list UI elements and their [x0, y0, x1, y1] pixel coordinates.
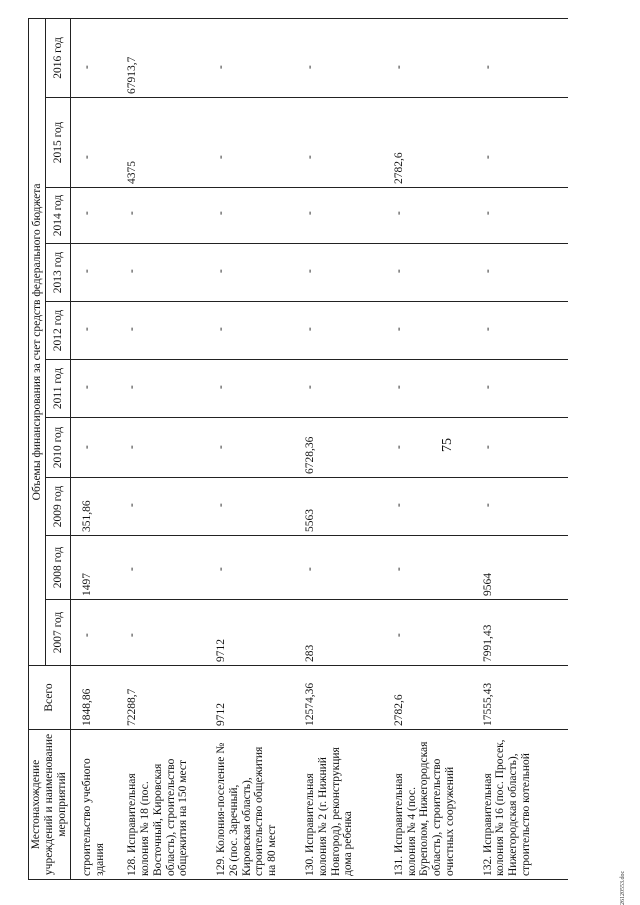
row-value: 4375: [123, 98, 212, 188]
row-value: -: [212, 98, 301, 188]
row-value: 283: [301, 600, 390, 666]
table-body: [70, 18, 567, 879]
row-value: -: [390, 18, 479, 97]
row-total: 9712: [212, 666, 301, 730]
header-year: 2011 год: [46, 360, 71, 418]
row-value: -: [123, 600, 212, 666]
document-code: 26120553.doc: [620, 870, 626, 905]
row-name: строительство учебного здания: [70, 730, 123, 880]
row-value: -: [212, 188, 301, 244]
row-value: -: [301, 188, 390, 244]
row-value: -: [301, 18, 390, 97]
row-value: -: [123, 360, 212, 418]
row-value: -: [301, 360, 390, 418]
row-value: 5563: [301, 478, 390, 536]
table-row: [123, 18, 212, 879]
row-value: -: [390, 302, 479, 360]
row-value: -: [70, 600, 123, 666]
table-row: [479, 18, 568, 879]
row-value: -: [390, 418, 479, 478]
table-row: [390, 18, 479, 879]
row-value: -: [212, 302, 301, 360]
header-year: 2008 год: [46, 536, 71, 600]
row-value: 6728,36: [301, 418, 390, 478]
row-value: -: [70, 98, 123, 188]
row-value: -: [390, 188, 479, 244]
header-year: 2013 год: [46, 244, 71, 302]
row-name: 132. Исправительная колония № 16 (пос. Просек, Нижегородская область), строительство котельной: [479, 730, 568, 880]
row-value: -: [479, 478, 568, 536]
row-value: -: [390, 244, 479, 302]
row-total: 17555,43: [479, 666, 568, 730]
row-value: -: [123, 478, 212, 536]
row-value: -: [123, 188, 212, 244]
row-value: -: [123, 244, 212, 302]
table-row: [212, 18, 301, 879]
header-total: Всего: [29, 666, 71, 730]
row-value: -: [479, 360, 568, 418]
row-value: 2782,6: [390, 98, 479, 188]
row-value: -: [70, 418, 123, 478]
row-value: -: [70, 244, 123, 302]
row-value: 67913,7: [123, 18, 212, 97]
row-value: 351,86: [70, 478, 123, 536]
header-year: 2010 год: [46, 418, 71, 478]
page-number: 75: [440, 438, 455, 452]
row-value: -: [212, 18, 301, 97]
row-value: -: [123, 302, 212, 360]
row-value: -: [212, 478, 301, 536]
header-year: 2009 год: [46, 478, 71, 536]
header-year: 2015 год: [46, 98, 71, 188]
row-value: -: [390, 536, 479, 600]
row-value: -: [212, 360, 301, 418]
row-value: -: [70, 302, 123, 360]
row-value: 9564: [479, 536, 568, 600]
row-value: -: [479, 418, 568, 478]
row-value: -: [212, 244, 301, 302]
row-value: -: [479, 302, 568, 360]
row-value: -: [212, 418, 301, 478]
header-name: Местонахождение учреждений и наименование мероприятий: [29, 730, 71, 880]
row-name: 131. Исправительная колония № 4 (пос. Буреполом, Нижегородская область), строительство очистных сооружений: [390, 730, 479, 880]
row-value: -: [123, 418, 212, 478]
row-total: 12574,36: [301, 666, 390, 730]
table-row: [70, 18, 123, 879]
row-value: -: [70, 188, 123, 244]
row-value: 1497: [70, 536, 123, 600]
header-year: 2016 год: [46, 18, 71, 97]
row-value: -: [479, 188, 568, 244]
table-row: [301, 18, 390, 879]
row-name: 129. Колония-поселение № 26 (пос. Заречный, Кировская область), строительство общежития на 80 мест: [212, 730, 301, 880]
row-value: -: [390, 478, 479, 536]
header-group: Объемы финансирования за счет средств федерального бюджета: [29, 18, 46, 665]
row-value: -: [479, 244, 568, 302]
row-total: 72288,7: [123, 666, 212, 730]
header-year: 2007 год: [46, 600, 71, 666]
row-value: -: [301, 98, 390, 188]
row-value: -: [212, 536, 301, 600]
row-value: -: [301, 536, 390, 600]
row-value: 7991,43: [479, 600, 568, 666]
row-value: 9712: [212, 600, 301, 666]
header-year: 2014 год: [46, 188, 71, 244]
row-total: 1848,86: [70, 666, 123, 730]
row-value: -: [301, 244, 390, 302]
row-name: 130. Исправительная колония № 2 (г. Нижний Новгород), реконструкция дома ребенка: [301, 730, 390, 880]
row-value: -: [123, 536, 212, 600]
row-value: -: [70, 360, 123, 418]
row-name: 128. Исправительная колония № 18 (пос. Восточный, Кировская область), строительство общежития на 150 мест: [123, 730, 212, 880]
financing-table: [28, 18, 568, 880]
row-value: -: [390, 600, 479, 666]
row-value: -: [390, 360, 479, 418]
row-value: -: [479, 18, 568, 97]
row-value: -: [70, 18, 123, 97]
header-year: 2012 год: [46, 302, 71, 360]
row-total: 2782,6: [390, 666, 479, 730]
row-value: -: [479, 98, 568, 188]
row-value: -: [301, 302, 390, 360]
